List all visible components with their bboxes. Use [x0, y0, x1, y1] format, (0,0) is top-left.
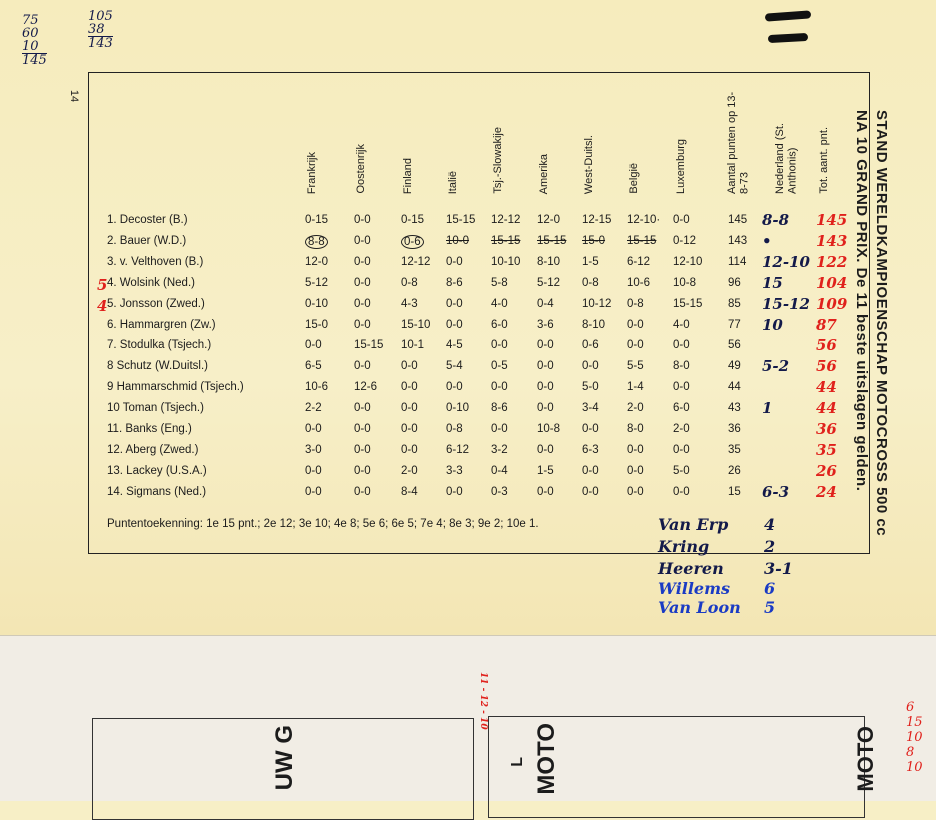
score-cell: 0-3	[491, 485, 508, 498]
column-header: Italië	[447, 170, 459, 194]
score-cell: 0-0	[582, 485, 599, 498]
score-cell: 10-6	[305, 381, 329, 394]
score-cell: 2-2	[305, 402, 322, 415]
score-cell: 0-5	[491, 360, 508, 373]
score-cell: 12-0	[537, 214, 561, 226]
handwritten-total: 122	[816, 252, 848, 271]
total-points: 49	[728, 360, 741, 373]
score-cell: 0-0	[305, 339, 322, 352]
column-header: Frankrijk	[306, 151, 318, 194]
score-cell: 0-0	[537, 402, 554, 415]
score-cell: 0-0	[627, 318, 644, 331]
column-header: Tot. aant. pnt.	[818, 127, 830, 194]
score-cell: 0-0	[627, 485, 644, 498]
score-cell: 5-5	[627, 360, 644, 373]
score-cell: 0-0	[354, 360, 371, 373]
score-cell: 0-0	[305, 464, 322, 477]
red-margin-note: 11 - 12 - 10	[478, 672, 488, 730]
column-header: Amerika	[538, 153, 550, 194]
total-points: 143	[728, 234, 748, 247]
rider-name: 1. Decoster (B.)	[107, 214, 188, 226]
score-cell: 8-6	[491, 402, 508, 415]
score-cell: 0-0	[354, 443, 371, 456]
advert-heading: MOTO	[853, 726, 878, 792]
total-points: 85	[728, 297, 741, 310]
column-header: Luxemburg	[675, 138, 687, 194]
score-cell: 2-0	[627, 402, 644, 415]
score-cell: 8-6	[446, 276, 463, 289]
score-cell: 1-5	[582, 255, 599, 268]
total-points: 43	[728, 402, 741, 415]
score-cell: 0-0	[401, 360, 418, 373]
score-cell: 4-5	[446, 339, 463, 352]
table-row	[0, 440, 936, 465]
score-cell: 0-15	[401, 214, 425, 226]
score-cell: 10-10	[491, 255, 521, 268]
score-cell: 0-0	[582, 423, 599, 435]
total-points: 35	[728, 443, 741, 456]
score-cell: 6-5	[305, 360, 322, 373]
score-cell: 0-10	[446, 402, 470, 415]
advert-heading: MOTO	[533, 723, 560, 795]
score-cell: 10-0	[446, 234, 470, 247]
score-cell: 8-10	[582, 318, 606, 331]
total-points: 56	[728, 339, 741, 352]
score-cell: 0-0	[491, 339, 508, 352]
handwritten-nl-points: 15-12	[762, 294, 810, 313]
score-cell: 12-6	[354, 381, 378, 394]
score-cell: 8-4	[401, 485, 418, 498]
score-cell: 10-6	[627, 276, 651, 289]
score-cell: 3-0	[305, 443, 322, 456]
table-row	[0, 461, 936, 486]
extra-rider-points: 4	[764, 515, 776, 534]
rider-name: 13. Lackey (U.S.A.)	[107, 464, 207, 477]
handwritten-total: 44	[816, 378, 837, 397]
score-cell: 3-6	[537, 318, 554, 331]
score-cell: 0-0	[354, 276, 371, 289]
rider-name: 6. Hammargren (Zw.)	[107, 318, 216, 331]
handwritten-nl-points: 12-10	[762, 252, 810, 271]
table-row	[0, 211, 936, 235]
score-cell: 0-0	[673, 214, 690, 226]
score-cell: 0-6	[582, 339, 599, 352]
score-cell: 10-12	[582, 297, 612, 310]
rider-name: 7. Stodulka (Tsjech.)	[107, 339, 212, 352]
score-cell: 0-0	[401, 381, 418, 394]
table-row	[0, 336, 936, 360]
score-cell: 15-15	[491, 234, 521, 247]
advert-heading: UW G	[271, 725, 298, 791]
score-cell: 0-0	[446, 485, 463, 498]
total-points: 96	[728, 276, 741, 289]
score-cell: 0-0	[537, 339, 554, 352]
rank-correction: 5	[97, 276, 108, 294]
score-cell: 0-0	[627, 443, 644, 456]
advert-subheading: L	[509, 757, 526, 767]
score-cell: 6-12	[446, 443, 470, 456]
total-points: 36	[728, 423, 741, 435]
column-header: Nederland (St. Anthonis)	[774, 123, 799, 194]
score-cell: 5-8	[491, 276, 508, 289]
score-cell: 6-0	[491, 318, 508, 331]
score-cell: 0-0	[446, 297, 463, 310]
score-cell: 0-0	[627, 339, 644, 352]
score-cell: 4-3	[401, 297, 418, 310]
score-cell: 10-8	[537, 423, 561, 435]
score-cell: 0-0	[537, 443, 554, 456]
score-cell: 1-5	[537, 464, 554, 477]
rider-name: 4. Wolsink (Ned.)	[107, 276, 195, 289]
handwritten-total: 87	[816, 315, 837, 334]
score-cell: 0-0	[537, 381, 554, 394]
score-cell: 0-0	[354, 485, 371, 498]
total-points: 77	[728, 318, 741, 331]
score-cell: 0-0	[354, 464, 371, 477]
extra-rider-name: Willems	[658, 579, 731, 598]
score-cell: 0-0	[582, 464, 599, 477]
column-header: West-Duitsl.	[583, 134, 595, 194]
rider-name: 2. Bauer (W.D.)	[107, 234, 187, 247]
score-cell: 0-0	[354, 214, 371, 226]
page-subtitle: NA 10 GRAND PRIX. De 11 beste uitslagen gelden.	[853, 110, 870, 492]
score-cell: 0-0	[354, 402, 371, 415]
table-row	[0, 378, 936, 402]
total-points: 15	[728, 485, 741, 498]
advert-box	[488, 716, 865, 818]
handwritten-nl-points: 10	[762, 315, 783, 334]
score-cell: 2-0	[673, 423, 690, 435]
table-row	[0, 294, 936, 319]
handwritten-total: 143	[816, 231, 848, 250]
handwritten-total: 36	[816, 420, 837, 438]
rider-name: 10 Toman (Tsjech.)	[107, 402, 204, 415]
score-cell: 0-0	[305, 423, 322, 435]
score-cell: 15-15	[354, 339, 384, 352]
column-headers	[0, 80, 936, 194]
score-cell: 0-0	[673, 339, 690, 352]
score-cell: 0-0	[446, 255, 463, 268]
column-header: België	[628, 163, 640, 194]
handwritten-total: 26	[816, 461, 837, 480]
score-cell: 0-0	[401, 443, 418, 456]
score-cell: 6-0	[673, 402, 690, 415]
score-cell: 5-0	[582, 381, 599, 394]
handwritten-nl-points: 1	[762, 399, 773, 418]
score-cell: 0-4	[491, 464, 508, 477]
table-row	[0, 420, 936, 444]
score-cell: 4-0	[673, 318, 690, 331]
score-cell: 0-0	[354, 297, 371, 310]
extra-rider-points: 3-1	[764, 559, 793, 578]
score-cell: 0-8	[446, 423, 463, 435]
score-cell: 15-10	[401, 318, 431, 331]
rider-name: 8 Schutz (W.Duitsl.)	[107, 360, 208, 373]
score-cell: 8-10	[537, 255, 561, 268]
extra-rider-name: Heeren	[658, 559, 724, 578]
extra-rider-name: Van Loon	[658, 598, 741, 617]
handwritten-total: 24	[816, 482, 837, 501]
score-cell: 0-0	[537, 485, 554, 498]
handwritten-total: 145	[816, 211, 848, 229]
extra-rider-points: 5	[764, 598, 776, 617]
score-cell: 0-0	[582, 360, 599, 373]
handwritten-total: 104	[816, 273, 848, 292]
extra-rider-name: Kring	[658, 537, 710, 556]
handwritten-total: 109	[816, 294, 848, 313]
page-number: 14	[68, 89, 81, 103]
handwritten-nl-points: 6-3	[762, 482, 790, 501]
score-cell: 5-0	[673, 464, 690, 477]
score-cell: 15-15	[446, 214, 476, 226]
total-points: 44	[728, 381, 741, 394]
rider-name: 14. Sigmans (Ned.)	[107, 485, 207, 498]
total-points: 145	[728, 214, 748, 226]
handwritten-nl-points: 5-2	[762, 357, 790, 376]
score-cell: 0-8	[627, 297, 644, 310]
extra-rider-points: 6	[764, 579, 776, 598]
score-cell: 0-4	[537, 297, 554, 310]
score-cell: 8-0	[673, 360, 690, 373]
score-cell: 3-3	[446, 464, 463, 477]
top-left-notes: 75 60 10 145	[22, 13, 47, 68]
table-row	[0, 315, 936, 340]
score-cell: 0-0	[354, 255, 371, 268]
score-cell: 0-12	[673, 234, 697, 247]
rider-name: 12. Aberg (Zwed.)	[107, 443, 199, 456]
score-cell: 0-0	[627, 464, 644, 477]
score-cell: 0-0	[446, 318, 463, 331]
column-header: Finland	[402, 157, 414, 194]
score-cell: 0-0	[401, 402, 418, 415]
rider-name: 3. v. Velthoven (B.)	[107, 255, 204, 268]
score-cell: 3-2	[491, 443, 508, 456]
score-cell: 0-6	[401, 235, 424, 249]
score-cell: 12-15	[582, 214, 612, 226]
table-row	[0, 252, 936, 277]
total-points: 26	[728, 464, 741, 477]
rider-name: 11. Banks (Eng.)	[107, 423, 192, 435]
handwritten-total: 56	[816, 336, 837, 355]
rider-name: 5. Jonsson (Zwed.)	[107, 297, 205, 310]
score-cell: 10-1	[401, 339, 425, 352]
score-cell: 5-12	[537, 276, 561, 289]
score-cell: 12-0	[305, 255, 329, 268]
score-cell: 1-4	[627, 381, 644, 394]
score-cell: 15-0	[305, 318, 329, 331]
score-cell: 0-8	[401, 276, 418, 289]
score-cell: 0-0	[354, 423, 371, 435]
score-cell: 12-12	[491, 214, 521, 226]
column-header: Oostenrijk	[355, 144, 367, 194]
handwritten-total: 35	[816, 440, 837, 459]
total-points: 114	[728, 255, 747, 268]
score-cell: 0-0	[446, 381, 463, 394]
score-cell: 0-0	[673, 381, 690, 394]
score-cell: 0-8	[582, 276, 599, 289]
score-cell: 15-15	[627, 234, 657, 247]
score-cell: 0-0	[673, 485, 690, 498]
score-cell: 15-0	[582, 234, 606, 247]
points-footnote: Puntentoekenning: 1e 15 pnt.; 2e 12; 3e 10; 4e 8; 5e 6; 6e 5; 7e 4; 8e 3; 9e 2; 10e 1.	[107, 518, 539, 530]
score-cell: 3-4	[582, 402, 599, 415]
table-row	[0, 399, 936, 423]
page-title: STAND WERELDKAMPIOENSCHAP MOTOCROSS 500 cc	[873, 110, 890, 537]
top-sum-notes: 105 38 143	[88, 9, 113, 51]
extra-rider-name: Van Erp	[658, 515, 729, 534]
score-cell: 0-0	[537, 360, 554, 373]
handwritten-total: 44	[816, 399, 837, 418]
advert-box	[92, 718, 474, 820]
table-row	[0, 357, 936, 381]
score-cell: 0-0	[401, 423, 418, 435]
score-cell: 0-0	[491, 423, 508, 435]
score-cell: 0-10	[305, 297, 329, 310]
score-cell: 12-10	[673, 255, 703, 268]
rider-name: 9 Hammarschmid (Tsjech.)	[107, 381, 244, 394]
right-margin-notes: 6 15 10 8 10	[906, 700, 923, 775]
score-cell: 5-12	[305, 276, 329, 289]
handwritten-nl-points: 8-8	[762, 211, 790, 229]
score-cell: 12-12	[401, 255, 431, 268]
score-cell: 15-15	[537, 234, 567, 247]
score-cell: 6-12	[627, 255, 651, 268]
score-cell: 12-10·	[627, 214, 661, 226]
score-cell: 15-15	[673, 297, 703, 310]
rank-correction: 4	[97, 297, 108, 315]
score-cell: 0-0	[305, 485, 322, 498]
score-cell: 0-0	[673, 443, 690, 456]
score-cell: 2-0	[401, 464, 418, 477]
column-header: Tsj.-Slowakije	[492, 127, 504, 194]
score-cell: 8-0	[627, 423, 644, 435]
table-row	[0, 482, 936, 507]
score-cell: 4-0	[491, 297, 508, 310]
handwritten-nl-points: •	[762, 231, 772, 250]
extra-rider-points: 2	[764, 537, 776, 556]
score-cell: 10-8	[673, 276, 697, 289]
score-cell: 0-0	[491, 381, 508, 394]
column-header: Aantal punten op 13-8-73	[726, 91, 751, 194]
handwritten-total: 56	[816, 357, 837, 376]
score-cell: 0-0	[354, 234, 371, 247]
score-cell: 6-3	[582, 443, 599, 456]
score-cell: 0-0	[354, 318, 371, 331]
score-cell: 8-8	[305, 235, 328, 249]
handwritten-nl-points: 15	[762, 273, 783, 292]
score-cell: 0-15	[305, 214, 329, 226]
score-cell: 5-4	[446, 360, 463, 373]
